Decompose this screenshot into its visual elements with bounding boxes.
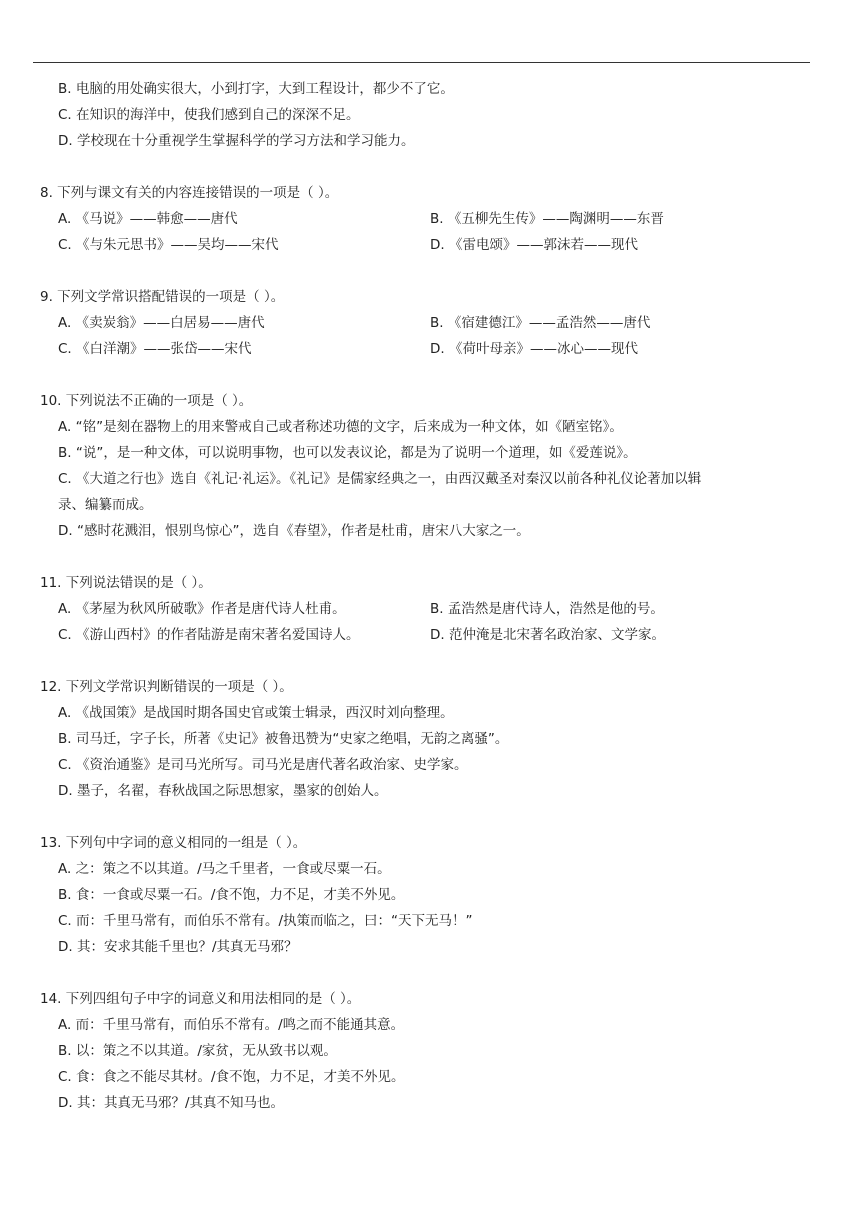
option-d: D. 范仲淹是北宋著名政治家、文学家。 — [430, 627, 665, 643]
option-d: D. 墨子，名翟，春秋战国之际思想家，墨家的创始人。 — [58, 783, 388, 799]
question-stem: 8. 下列与课文有关的内容连接错误的一项是（ ）。 — [40, 185, 339, 201]
option-b: B. 食：一食或尽粟一石。/食不饱，力不足，才美不外见。 — [58, 887, 405, 903]
option-c-line-2: 录、编纂而成。 — [58, 497, 153, 513]
option-c: C. 在知识的海洋中，使我们感到自己的深深不足。 — [58, 107, 360, 123]
question-stem: 11. 下列说法错误的是（ ）。 — [40, 575, 212, 591]
option-d: D. 学校现在十分重视学生掌握科学的学习方法和学习能力。 — [58, 133, 415, 149]
option-b: B. “说”，是一种文体，可以说明事物，也可以发表议论，都是为了说明一个道理，如《爱莲说》。 — [58, 445, 637, 461]
option-row — [40, 232, 800, 258]
option-c-line-1: C. 《大道之行也》选自《礼记·礼运》。《礼记》是儒家经典之一，由西汉戴圣对秦汉以前各种礼仪论著加以辑 — [58, 471, 702, 487]
option-c: C. 而：千里马常有，而伯乐不常有。/执策而临之，曰：“天下无马！” — [58, 913, 473, 929]
option-a: A. 《马说》——韩愈——唐代 — [58, 211, 238, 227]
option-row — [40, 310, 800, 336]
question-14 — [40, 986, 800, 1116]
option-d: D. 《荷叶母亲》——冰心——现代 — [430, 341, 638, 357]
question-stem: 14. 下列四组句子中字的词意义和用法相同的是（ ）。 — [40, 991, 361, 1007]
option-b: B. 司马迁，字子长，所著《史记》被鲁迅赞为“史家之绝唱，无韵之离骚”。 — [58, 731, 509, 747]
option-d: D. “感时花溅泪，恨别鸟惊心”，选自《春望》，作者是杜甫，唐宋八大家之一。 — [58, 523, 530, 539]
question-stem: 12. 下列文学常识判断错误的一项是（ ）。 — [40, 679, 293, 695]
question-10 — [40, 388, 800, 544]
option-a: A. 《卖炭翁》——白居易——唐代 — [58, 315, 265, 331]
document-body — [40, 76, 800, 1116]
option-row — [40, 336, 800, 362]
question-12 — [40, 674, 800, 804]
option-d: D. 其：其真无马邪？/其真不知马也。 — [58, 1095, 285, 1111]
option-d: D. 《雷电颂》——郭沫若——现代 — [430, 237, 638, 253]
option-c: C. 《与朱元思书》——吴均——宋代 — [58, 237, 279, 253]
header-rule — [33, 62, 810, 63]
question-11 — [40, 570, 800, 648]
option-c: C. 《资治通鉴》是司马光所写。司马光是唐代著名政治家、史学家。 — [58, 757, 468, 773]
option-a: A. 之：策之不以其道。/马之千里者，一食或尽粟一石。 — [58, 861, 391, 877]
option-b: B. 以：策之不以其道。/家贫，无从致书以观。 — [58, 1043, 337, 1059]
question-13 — [40, 830, 800, 960]
option-row — [40, 596, 800, 622]
option-c: C. 《游山西村》的作者陆游是南宋著名爱国诗人。 — [58, 627, 360, 643]
option-b: B. 电脑的用处确实很大，小到打字，大到工程设计，都少不了它。 — [58, 81, 454, 97]
option-a: A. “铭”是刻在器物上的用来警戒自己或者称述功德的文字，后来成为一种文体，如《陋室铭》。 — [58, 419, 623, 435]
option-row — [40, 206, 800, 232]
option-row — [40, 622, 800, 648]
question-stem: 13. 下列句中字词的意义相同的一组是（ ）。 — [40, 835, 307, 851]
question-stem: 10. 下列说法不正确的一项是（ ）。 — [40, 393, 253, 409]
option-c: C. 食：食之不能尽其材。/食不饱，力不足，才美不外见。 — [58, 1069, 405, 1085]
option-a: A. 而：千里马常有，而伯乐不常有。/鸣之而不能通其意。 — [58, 1017, 405, 1033]
option-c: C. 《白洋潮》——张岱——宋代 — [58, 341, 252, 357]
option-b: B. 《五柳先生传》——陶渊明——东晋 — [430, 211, 664, 227]
option-a: A. 《战国策》是战国时期各国史官或策士辑录，西汉时刘向整理。 — [58, 705, 454, 721]
question-9 — [40, 284, 800, 362]
option-d: D. 其：安求其能千里也？/其真无马邪？ — [58, 939, 298, 955]
question-8 — [40, 180, 800, 258]
option-b: B. 孟浩然是唐代诗人，浩然是他的号。 — [430, 601, 664, 617]
option-a: A. 《茅屋为秋风所破歌》作者是唐代诗人杜甫。 — [58, 601, 346, 617]
question-stem: 9. 下列文学常识搭配错误的一项是（ ）。 — [40, 289, 285, 305]
option-b: B. 《宿建德江》——孟浩然——唐代 — [430, 315, 651, 331]
question-7-options — [40, 76, 800, 154]
